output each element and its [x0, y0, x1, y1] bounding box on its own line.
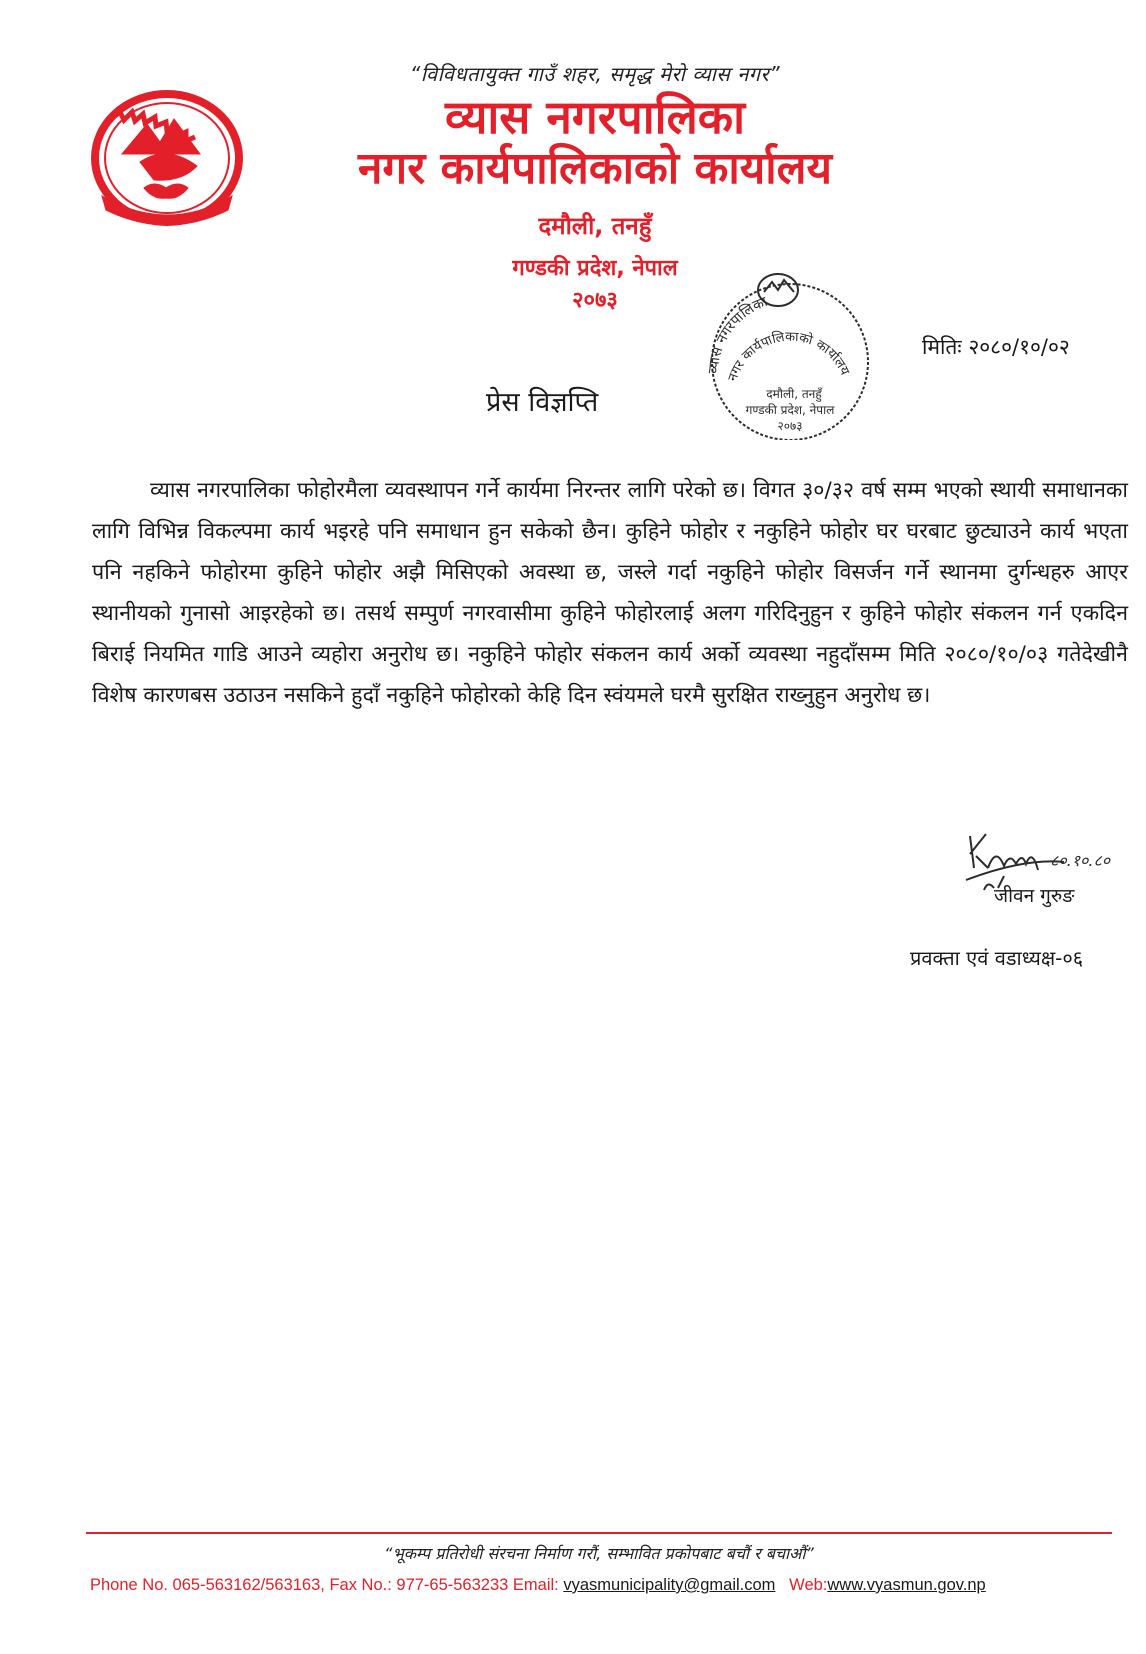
- website-link[interactable]: www.vyasmun.gov.np: [827, 1576, 986, 1594]
- signatory-title: प्रवक्ता एवं वडाध्यक्ष-०६: [910, 946, 1084, 970]
- footer-divider: [86, 1532, 1112, 1534]
- office-location: दमौली, तनहुँ: [538, 212, 652, 240]
- web-label: Web:: [789, 1576, 828, 1594]
- office-seal-stamp: [690, 262, 890, 440]
- email-link[interactable]: vyasmunicipality@gmail.com: [563, 1576, 776, 1594]
- stamp-line-3: दमौली, तनहुँ: [766, 387, 822, 401]
- nepal-emblem-logo: [82, 84, 252, 234]
- svg-text:नगर कार्यपालिकाको कार्यालय: [725, 329, 852, 383]
- stamp-line-4: गण्डकी प्रदेश, नेपाल: [745, 403, 835, 417]
- footer-motto: “भूकम्प प्रतिरोधी संरचना निर्माण गरौं, सम्भावित प्रकोपबाट बचौं र बचाऔं”: [384, 1544, 814, 1563]
- established-year: २०७३: [572, 288, 618, 313]
- issue-date: मितिः २०८०/१०/०२: [922, 335, 1070, 359]
- contact-phone-fax: Phone No. 065-563162/563163, Fax No.: 977-65-563233 Email:: [90, 1576, 559, 1594]
- office-name: नगर कार्यपालिकाको कार्यालय: [358, 143, 832, 194]
- municipality-name: व्यास नगरपालिका: [444, 90, 746, 144]
- signature-date: ८०.१०.८०: [1050, 851, 1111, 870]
- letterhead-motto: “विविधतायुक्त गाउँ शहर, समृद्ध मेरो व्यास नगर”: [409, 62, 781, 86]
- office-province: गण्डकी प्रदेश, नेपाल: [512, 256, 678, 281]
- document-subject: प्रेस विज्ञप्ति: [486, 387, 599, 418]
- stamp-line-5: २०७३: [777, 419, 803, 433]
- signatory-name: जीवन गुरुङ: [994, 885, 1075, 907]
- stamp-line-2: नगर कार्यपालिकाको कार्यालय: [725, 329, 853, 384]
- stamp-line-1: व्यास नगरपालिका: [705, 293, 770, 375]
- footer-contact: [90, 1576, 1120, 1595]
- press-release-body: व्यास नगरपालिका फोहोरमैला व्यवस्थापन गर्ने कार्यमा निरन्तर लागि परेको छ। विगत ३०/३२ वर्ष सम्म भएको स्थायी समाधानका लागि विभिन्न विकल्पमा कार्य भइरहे पनि समाधान हुन सकेको छैन। कुहिने फोहोर र नकुहिने फोहोर घर घरबाट छुट्याउने कार्य भएता पनि नहकिने फोहोरमा कुहिने फोहोर अझै मिसिएको अवस्था छ, जस्ले गर्दा नकुहिने फोहोर विसर्जन गर्ने स्थानमा दुर्गन्धहरु आएर स्थानीयको गुनासो आइरहेको छ। तसर्थ सम्पुर्ण नगरवासीमा कुहिने फोहोरलाई अलग गरिदिनुहुन र कुहिने फोहोर संकलन गर्न एकदिन बिराई नियमित गाडि आउने व्यहोरा अनुरोध छ। नकुहिने फोहोर संकलन कार्य अर्को व्यवस्था नहुदाँसम्म मिति २०८०/१०/०३ गतेदेखीनै विशेष कारणबस उठाउन नसकिने हुदाँ नकुहिने फोहोरको केहि दिन स्वंयमले घरमै सुरक्षित राख्नुहुन अनुरोध छ।: [92, 478, 1128, 708]
